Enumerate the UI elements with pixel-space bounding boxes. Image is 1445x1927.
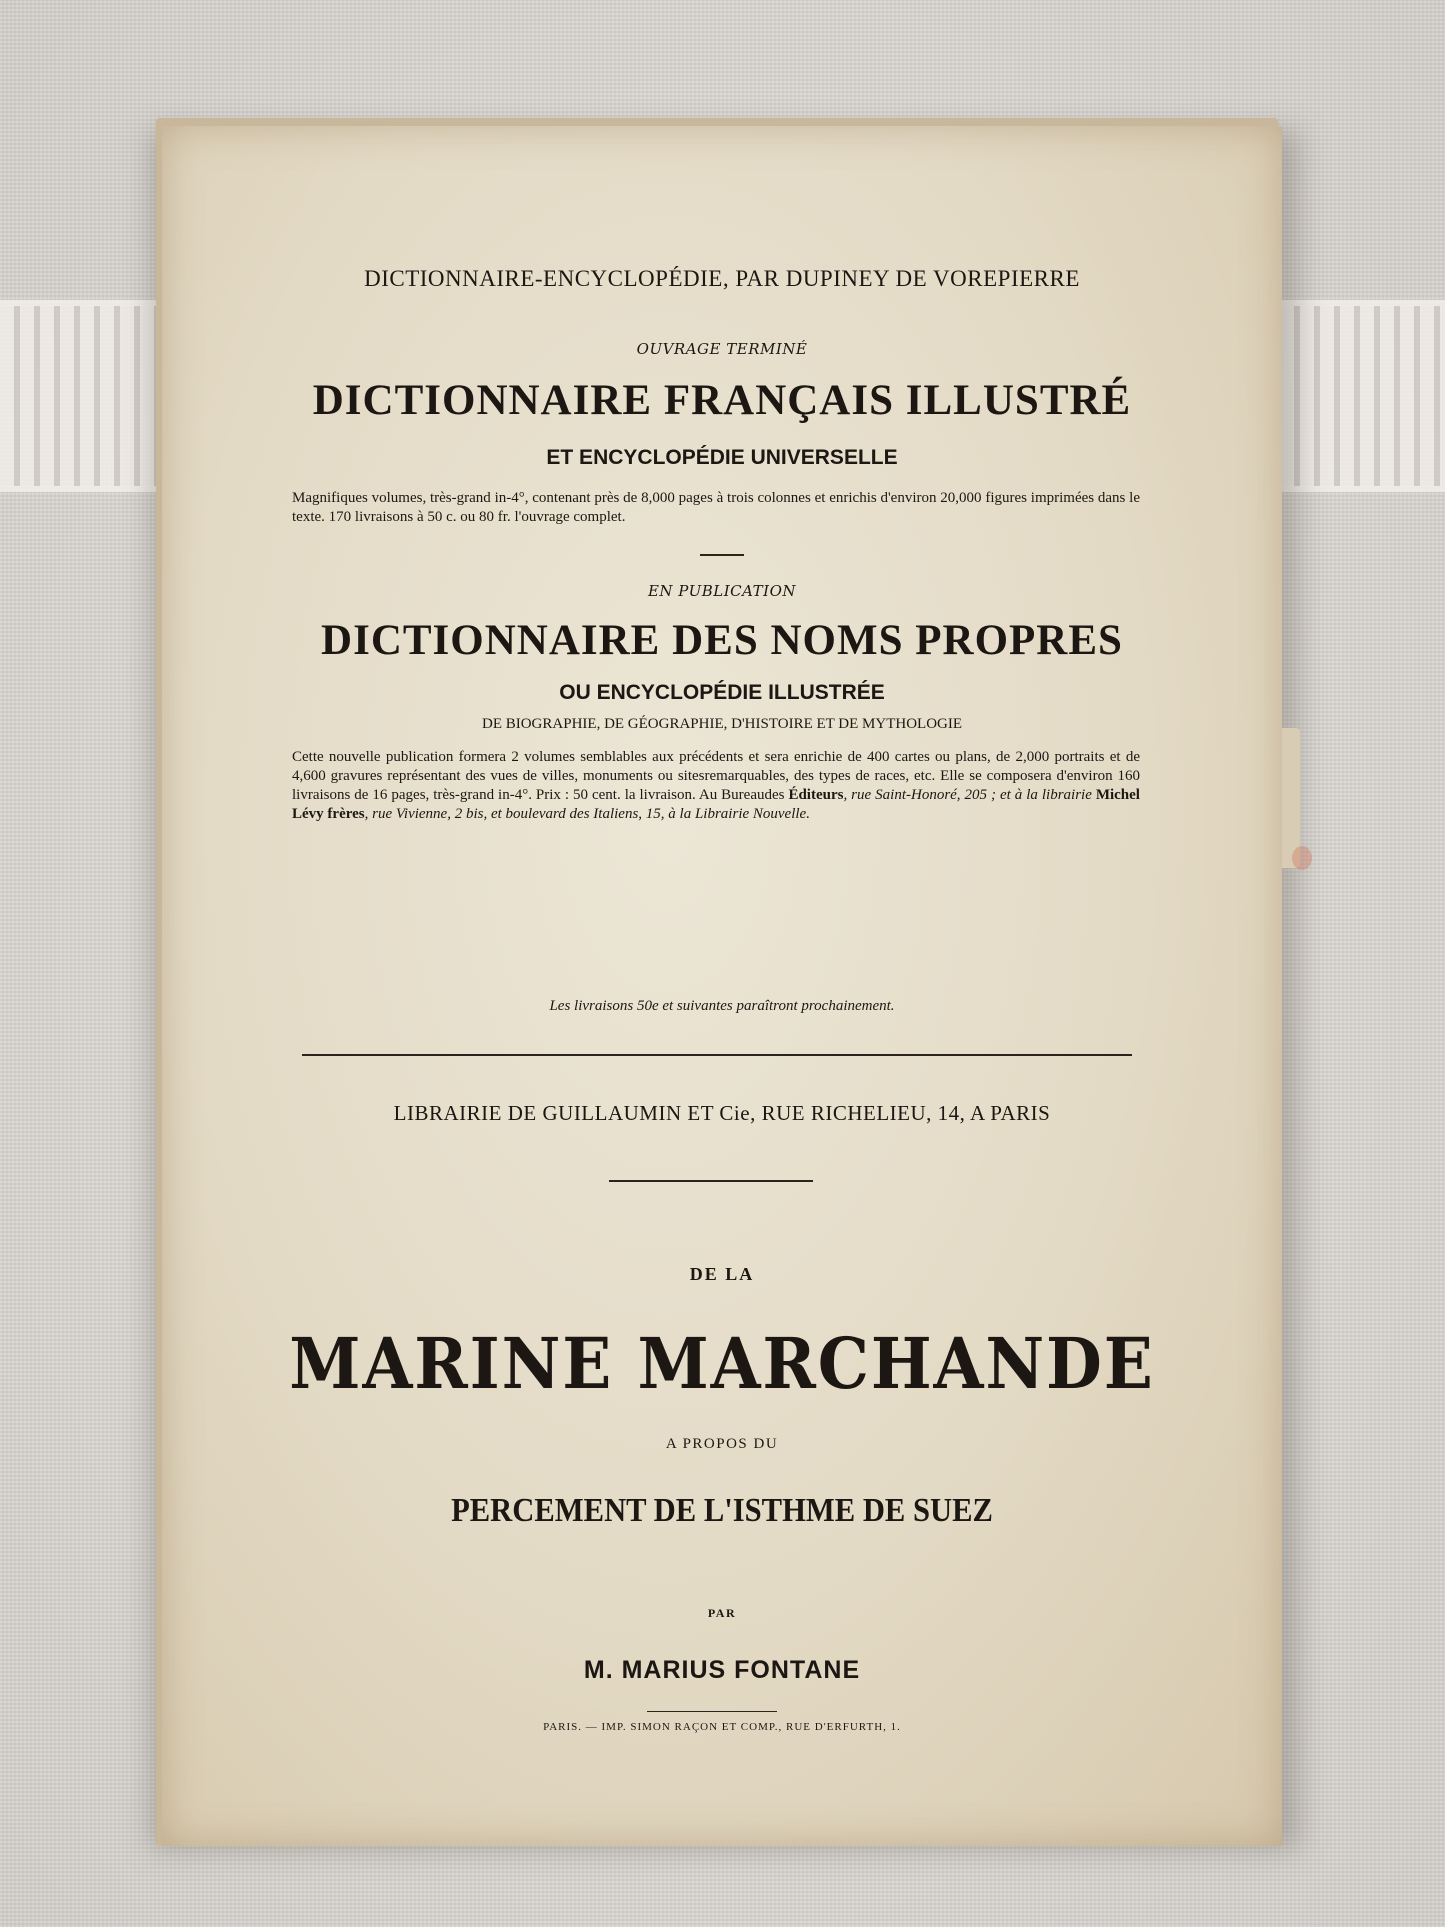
lace-trim-right	[1280, 300, 1445, 492]
ad1-subtitle: ET ENCYCLOPÉDIE UNIVERSELLE	[546, 446, 898, 469]
ad2-desc-part2: , rue Saint-Honoré, 205 ; et à la librairie	[843, 787, 1096, 803]
ad2-desc-editeurs: Éditeurs	[788, 787, 844, 803]
publisher-line: LIBRAIRIE DE GUILLAUMIN ET Cie, RUE RICHELIEU, 14, A PARIS	[393, 1101, 1051, 1125]
printer-line: PARIS. — IMP. SIMON RAÇON ET COMP., RUE D'ERFURTH, 1.	[543, 1721, 901, 1733]
ad2-note: Les livraisons 50e et suivantes paraîtront prochainement.	[549, 998, 895, 1014]
ad2-desc-part1: Cette nouvelle publication formera 2 volumes semblables aux précédents et sera enrichie de 400 cartes ou plans, de 2,000 portraits et de 4,600 gravures représentant des vues de villes, monuments ou sitesremarquables, des types de races, etc. Elle se composera d'environ 160 livraisons de 16 pages, très-grand in-4°. Prix : 50 cent. la livraison. Au Bureaudes	[292, 749, 1140, 803]
ad1-status: OUVRAGE TERMINÉ	[636, 340, 808, 358]
by-label: PAR	[707, 1606, 737, 1620]
divider-full	[302, 1054, 1132, 1056]
ad2-desc-levy: Michel Lévy frères	[292, 787, 1140, 822]
lace-trim-left	[0, 300, 160, 492]
title-connector: A PROPOS DU	[665, 1436, 779, 1452]
ad2-status: EN PUBLICATION	[647, 582, 797, 600]
ad1-description: Magnifiques volumes, très-grand in-4°, contenant près de 8,000 pages à trois colonnes et enrichis d'environ 20,000 figures imprimées dans le texte. 170 livraisons à 50 c. ou 80 fr. l'ouvrage complet.	[292, 490, 1140, 525]
title-prefix: DE LA	[689, 1264, 755, 1284]
ad2-subtitle: OU ENCYCLOPÉDIE ILLUSTRÉE	[559, 681, 885, 704]
ad1-title: DICTIONNAIRE FRANÇAIS ILLUSTRÉ	[312, 377, 1132, 424]
ad2-desc-part3: , rue Vivienne, 2 bis, et boulevard des Italiens, 15, à la Librairie Nouvelle.	[364, 806, 810, 822]
booklet-cover	[162, 126, 1282, 1846]
divider-printer	[647, 1711, 777, 1712]
series-header: DICTIONNAIRE-ENCYCLOPÉDIE, PAR DUPINEY DE VOREPIERRE	[364, 266, 1080, 291]
paper-stain	[1292, 846, 1312, 870]
ad2-description	[292, 748, 1140, 824]
ad2-title: DICTIONNAIRE DES NOMS PROPRES	[321, 617, 1123, 664]
ad2-subsubtitle: DE BIOGRAPHIE, DE GÉOGRAPHIE, D'HISTOIRE ET DE MYTHOLOGIE	[481, 716, 963, 732]
subject-title: PERCEMENT DE L'ISTHME DE SUEZ	[451, 1492, 993, 1529]
main-title: MARINE MARCHANDE	[289, 1322, 1155, 1405]
author-name: M. MARIUS FONTANE	[583, 1656, 861, 1684]
divider-medium	[609, 1180, 813, 1182]
divider-short	[700, 554, 744, 556]
